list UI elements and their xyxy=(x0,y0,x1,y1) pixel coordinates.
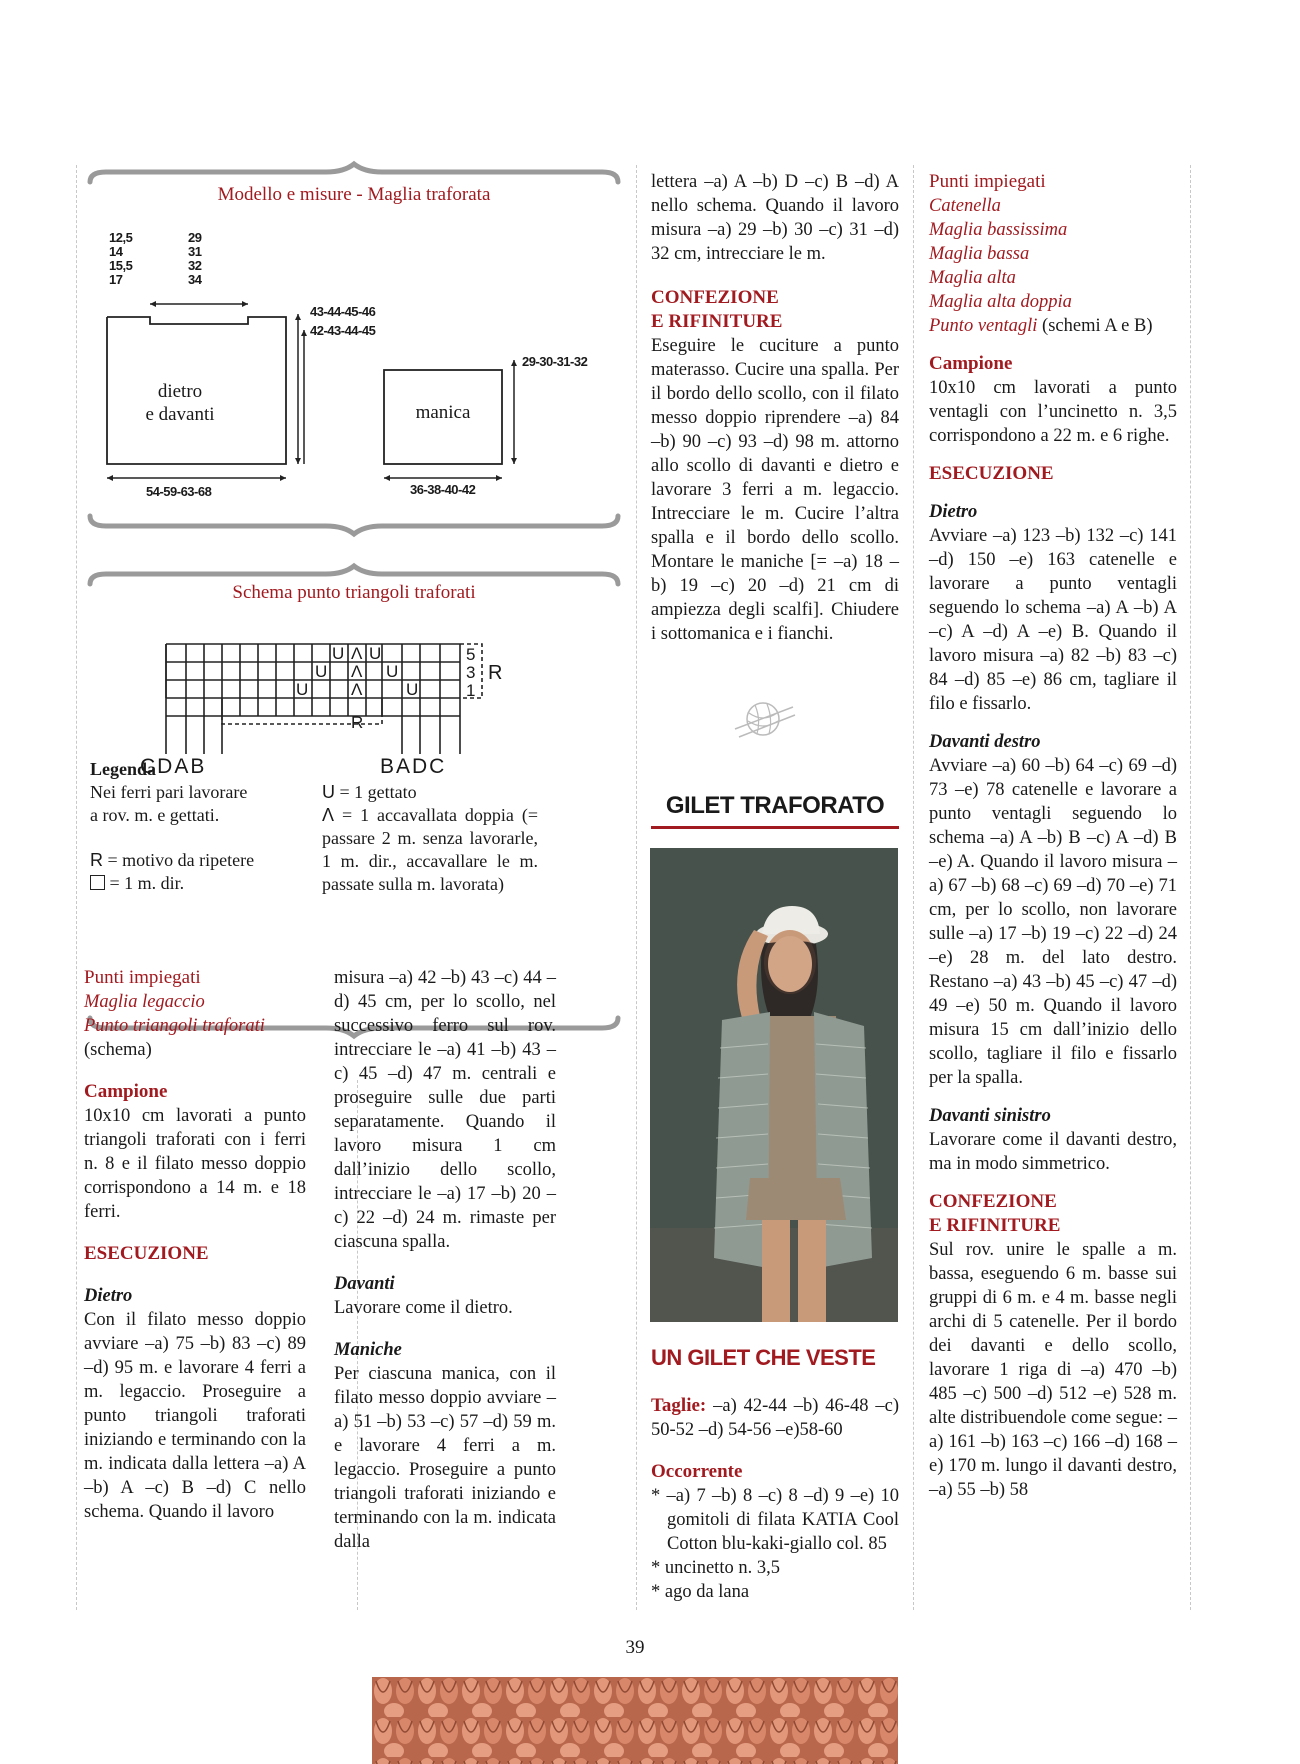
column-3-bottom xyxy=(651,1346,899,1604)
legend-text: = 1 m. dir. xyxy=(105,873,185,893)
stitch-item: Catenella xyxy=(929,196,1001,216)
subsection-heading: Dietro xyxy=(929,502,978,522)
section-heading: E RIFINITURE xyxy=(929,1215,1061,1236)
size-value: 14 xyxy=(109,244,123,259)
yarn-over-symbol: U xyxy=(332,644,345,663)
section-title-block xyxy=(651,792,899,829)
body-text: Lavorare come il davanti destro, ma in modo simmetrico. xyxy=(929,1130,1177,1174)
pattern-diagram xyxy=(86,160,622,540)
sleeve-width: 36-38-40-42 xyxy=(410,482,476,497)
body-text: Lavorare come il dietro. xyxy=(334,1298,513,1318)
stitch-item: Maglia legaccio xyxy=(84,992,205,1012)
legend-text: = 1 gettato xyxy=(335,782,417,802)
body-text: Avviare –a) 60 –b) 64 –c) 69 –d) 73 –e) 78 catenelle e lavorare a punto ventagli seguendo lo schema –a) A –b) B –c) A –d) B –e) A. Quando il lavoro misura –a) 67 –b) 68 –c) 69 –d) 70 –e) 71 cm, per lo scollo, non lavorare sulle –a) 17 –b) 19 –c) 22 –d) 24 –e) 28 m. del lato destro. Restano –a) 43 –b) 45 –c) 47 –d) 49 –e) 50 m. Quando il lavoro misura 15 cm dall’inizio dello scollo, tagliare il filo e fissarlo per la spalla. xyxy=(929,756,1177,1088)
legend-text: = 1 accavallata doppia (= passare 2 m. senza lavorarle, 1 m. dir., accavallare le m. passate sulla m. lavorata) xyxy=(322,805,538,894)
stitch-item: Maglia bassissima xyxy=(929,220,1068,240)
body-text: misura –a) 42 –b) 43 –c) 44 –d) 45 cm, per lo scollo, nel successivo ferro sul rov. intrecciare le –a) 41 –b) 43 –c) 45 –d) 47 m. centrali e proseguire sulle due parti separatamente. Quando il lavoro misura 1 cm dall’inizio dello scollo, intrecciare le –a) 17 –b) 20 –c) 22 –d) 24 m. rimaste per ciascuna spalla. xyxy=(334,968,556,1252)
row-number-5: 5 xyxy=(466,645,476,664)
knit-texture-strip xyxy=(372,1677,898,1764)
double-decrease-symbol: Ʌ xyxy=(351,644,363,663)
section-heading: Campione xyxy=(84,1081,168,1102)
yarn-over-symbol: U xyxy=(296,680,309,699)
stitch-letters-left: CDAB xyxy=(140,755,207,778)
size-value: 17 xyxy=(109,272,123,287)
size-value: 29 xyxy=(188,230,202,245)
repeat-symbol: R xyxy=(90,850,103,870)
body-label-line: dietro xyxy=(157,381,203,402)
legend-text: = motivo da ripetere xyxy=(103,850,255,870)
section-heading: Punti impiegati xyxy=(929,171,1046,192)
sizes-label: Taglie: xyxy=(651,1395,707,1416)
stitch-note: (schemi A e B) xyxy=(1037,316,1153,336)
yarn-over-symbol: U xyxy=(406,680,419,699)
subsection-heading: Dietro xyxy=(84,1286,133,1306)
sizes-text xyxy=(651,1394,899,1442)
body-width: 54-59-63-68 xyxy=(146,484,212,499)
list-item: * ago da lana xyxy=(651,1582,750,1602)
stitch-item xyxy=(929,314,1177,338)
repeat-label-side: R xyxy=(488,662,503,684)
section-heading: CONFEZIONE xyxy=(651,287,779,308)
legend-text: a rov. m. e gettati. xyxy=(90,805,220,825)
knit-box-icon xyxy=(90,875,105,890)
subsection-heading: Davanti destro xyxy=(929,732,1041,752)
yarn-over-symbol: U xyxy=(369,644,382,663)
legend-knit xyxy=(90,872,320,895)
page-number: 39 xyxy=(625,1637,645,1658)
column-guide xyxy=(913,165,914,1610)
body-text: 10x10 cm lavorati a punto ventagli con l’uncinetto n. 3,5 corrispondono a 22 m. e 6 righe. xyxy=(929,378,1177,446)
body-text: Sul rov. unire le spalle a m. bassa, eseguendo 6 m. basse sui gruppi di 6 m. e 4 m. basse negli archi di 5 catenelle. Per il bordo dei davanti e dello scollo, lavorare 1 riga di –a) 470 –b) 485 –c) 500 –d) 512 –e) 528 m. alte distribuendole come segue: –a) 161 –b) 163 –c) 166 –d) 168 –e) 170 m. lungo il davanti destro, –a) 55 –b) 58 xyxy=(929,1240,1177,1500)
column-3-top xyxy=(651,170,899,646)
stitch-note: (schema) xyxy=(84,1040,152,1060)
stitch-letters-right: BADC xyxy=(380,755,447,778)
legend-decrease xyxy=(322,804,538,896)
yarn-over-symbol: U xyxy=(386,662,399,681)
legend-repeat xyxy=(90,849,320,872)
column-guide xyxy=(636,165,637,1610)
subsection-heading: Maniche xyxy=(334,1340,402,1360)
diagram-title: Modello e misure - Maglia traforata xyxy=(217,184,491,205)
column-2 xyxy=(334,966,556,1554)
section-title: GILET TRAFORATO xyxy=(651,792,899,829)
body-label xyxy=(120,380,240,426)
section-heading: E RIFINITURE xyxy=(651,311,783,332)
yarn-ball-icon xyxy=(733,693,797,741)
size-list-left xyxy=(109,231,132,287)
stitch-item: Maglia alta xyxy=(929,268,1016,288)
size-value: 15,5 xyxy=(109,258,133,273)
model-photo xyxy=(650,848,898,1322)
size-value: 12,5 xyxy=(109,230,133,245)
section-heading: ESECUZIONE xyxy=(929,463,1054,484)
sleeve-label: manica xyxy=(415,402,471,423)
section-heading: ESECUZIONE xyxy=(84,1243,209,1264)
materials-list xyxy=(651,1484,899,1604)
section-heading: Punti impiegati xyxy=(84,967,201,988)
yarn-over-symbol: U xyxy=(315,662,328,681)
double-decrease-symbol: Ʌ xyxy=(351,662,363,681)
repeat-label: R xyxy=(351,713,364,732)
stitch-item: Punto triangoli traforati xyxy=(84,1016,265,1036)
body-text: Per ciascuna manica, con il filato messo doppio avviare –a) 51 –b) 53 –c) 57 –d) 59 m. e lavorare 4 ferri a m. legaccio. Proseguire a punto triangoli traforati iniziando e terminando con la m. indicata dalla xyxy=(334,1364,556,1552)
body-height-b: 42-43-44-45 xyxy=(310,323,376,338)
stitch-name: Punto ventagli xyxy=(929,316,1038,336)
legend-yarnover xyxy=(322,781,538,804)
stitch-item: Maglia bassa xyxy=(929,244,1030,264)
subsection-heading: Davanti sinistro xyxy=(929,1106,1051,1126)
column-4 xyxy=(929,170,1177,1502)
body-text: Avviare –a) 123 –b) 132 –c) 141 –d) 150 –e) 163 catenelle e lavorare a punto ventagli seguendo lo schema –a) A –b) A –c) A –d) A –e) B. Quando il lavoro misura –a) 82 –b) 83 –c) 84 –d) 85 –e) 86 cm, tagliare il filo e fissarlo. xyxy=(929,526,1177,714)
legend-right xyxy=(322,781,538,896)
subsection-heading: Davanti xyxy=(334,1274,395,1294)
section-heading: Occorrente xyxy=(651,1461,743,1482)
row-number-1: 1 xyxy=(466,681,476,700)
section-heading: Campione xyxy=(929,353,1013,374)
legend-left xyxy=(90,755,320,895)
body-label-line: e davanti xyxy=(145,404,215,425)
sleeve-height: 29-30-31-32 xyxy=(522,354,588,369)
list-item: * –a) 7 –b) 8 –c) 8 –d) 9 –e) 10 gomitoli di filata KATIA Cool Cotton blu-kaki-giallo col. 85 xyxy=(651,1486,899,1554)
size-value: 32 xyxy=(188,258,202,273)
body-text: lettera –a) A –b) D –c) B –d) A nello schema. Quando il lavoro misura –a) 29 –b) 30 –c) 31 –d) 32 cm, intrecciare le m. xyxy=(651,172,899,264)
subtitle: UN GILET CHE VESTE xyxy=(651,1345,876,1370)
legend-title: Legenda xyxy=(90,759,157,779)
body-text: Con il filato messo doppio avviare –a) 75 –b) 83 –c) 89 –d) 95 m. e lavorare 4 ferri a m. legaccio. Proseguire a punto triangoli traforati iniziando e terminando con la m. indicata dalla lettera –a) A –b) A –c) B –d) C nello schema. Quando il lavoro xyxy=(84,1310,306,1522)
section-heading: CONFEZIONE xyxy=(929,1191,1057,1212)
column-1 xyxy=(84,966,306,1524)
yarn-over-symbol: U xyxy=(322,782,335,802)
double-decrease-symbol: Ʌ xyxy=(351,680,363,699)
row-number-3: 3 xyxy=(466,663,476,682)
chart-title: Schema punto triangoli traforati xyxy=(232,582,476,603)
body-height-a: 43-44-45-46 xyxy=(310,304,376,319)
column-guide xyxy=(76,165,77,1610)
double-decrease-symbol: Ʌ xyxy=(322,805,335,825)
size-list-right xyxy=(188,231,201,287)
sizes-value: –a) 42-44 –b) 46-48 –c) 50-52 –d) 54-56 –e)58-60 xyxy=(651,1396,899,1440)
size-value: 34 xyxy=(188,272,202,287)
body-text: Eseguire le cuciture a punto materasso. Cucire una spalla. Per il bordo dello scollo, con il filato messo doppio riprendere –a) 84 –b) 90 –c) 93 –d) 98 m. attorno allo scollo di davanti e dietro e lavorare 3 ferri a m. legaccio. Intrecciare le m. Cucire l’altra spalla e il bordo dello scollo. Montare le maniche [= –a) 18 –b) 19 –c) 20 –d) 21 cm di ampiezza degli scalfi]. Chiudere i sottomanica e i fianchi. xyxy=(651,336,899,644)
column-guide xyxy=(1190,165,1191,1610)
size-value: 31 xyxy=(188,244,202,259)
legend-text: Nei ferri pari lavorare xyxy=(90,782,248,802)
list-item: * uncinetto n. 3,5 xyxy=(651,1558,780,1578)
body-text: 10x10 cm lavorati a punto triangoli traforati con i ferri n. 8 e il filato messo doppio corrispondono a 14 m. e 18 ferri. xyxy=(84,1106,306,1222)
stitch-item: Maglia alta doppia xyxy=(929,292,1072,312)
